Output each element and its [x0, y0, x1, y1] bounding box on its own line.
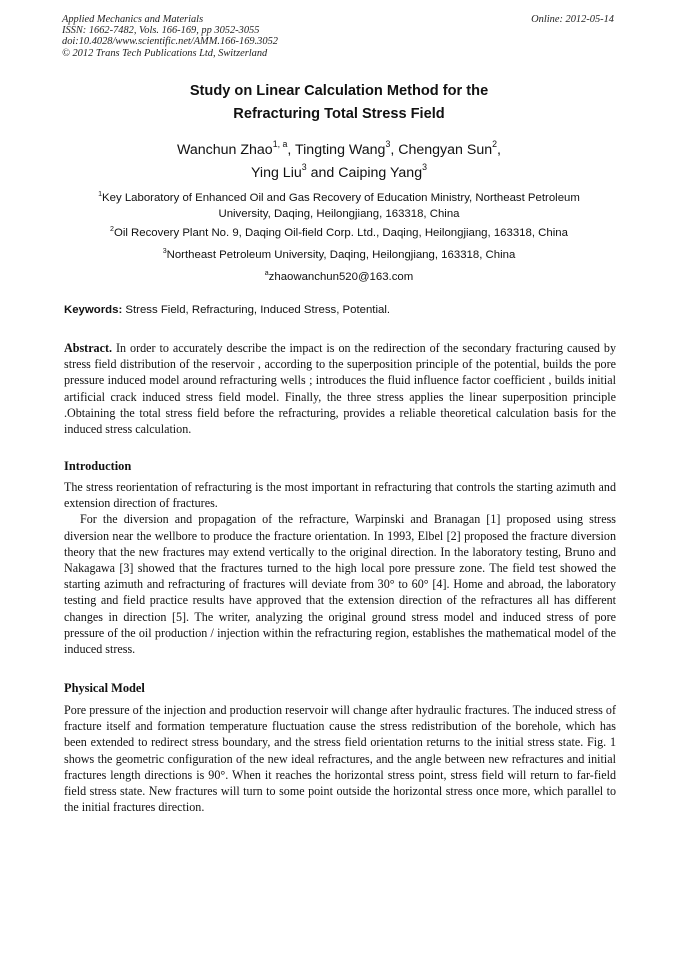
author-name: , Chengyan Sun — [390, 142, 493, 158]
affiliation-1-line-1 — [0, 190, 678, 206]
affiliation-text: Northeast Petroleum University, Daqing, Heilongjiang, 163318, China — [166, 249, 516, 261]
affiliation-sup: 3 — [162, 247, 167, 255]
email-line — [0, 269, 678, 285]
title-line-1: Study on Linear Calculation Method for the — [189, 83, 489, 99]
section-heading-physical-model: Physical Model — [64, 681, 145, 695]
abstract — [64, 340, 616, 437]
journal-header — [62, 14, 278, 59]
author-sup: 3 — [385, 139, 391, 150]
journal-name: Applied Mechanics and Materials — [62, 14, 204, 25]
author-separator: , — [497, 142, 501, 158]
author-sup: 1, a — [272, 139, 288, 150]
online-date: Online: 2012-05-14 — [531, 14, 614, 25]
section-heading-introduction: Introduction — [64, 459, 132, 473]
affiliation-1 — [0, 190, 678, 222]
author-sup: 3 — [422, 162, 427, 173]
introduction-body — [64, 479, 616, 657]
author-name: Wanchun Zhao — [177, 142, 273, 158]
keywords — [64, 302, 616, 318]
author-name: and Caiping Yang — [306, 165, 423, 181]
physical-model-paragraph-1: Pore pressure of the injection and production reservoir will change after hydraulic fractures. The induced stress of fracture itself and formation temperature fluctuation cause the stress redistribution of the borehole, which has been extended to redirect stress boundary, and the stress field orientation returns to the initial stress state. Fig. 1 shows the geometric configuration of the new ideal refractures, and the angle between new refractures and initial fractures length directions is 90°. When it reaches the horizontal stress point, stress field will return to far-field field stress state. New fractures will turn to some point outside the horizontal stress once more, which parallel to the initial fractures direction. — [64, 703, 616, 815]
intro-paragraph-1: The stress reorientation of refracturing is the most important in refracturing that controls the starting azimuth and extension direction of fractures. — [64, 480, 616, 511]
affiliation-sup: 1 — [98, 190, 103, 198]
abstract-text: In order to accurately describe the impact is on the redirection of the secondary fracturing caused by stress field distribution of the reservoir , according to the superposition principle of the potential, builds the pore pressure induced model around refracturing wells ; introduces the fluid influence factor coefficient , builds initial artificial crack induced stress field model. Finally, the three stress applies the linear superposition principle .Obtaining the total stress field before the refracturing, provides a reliable theoretical calculation basis for the induced stress calculation. — [64, 341, 616, 437]
author-list — [0, 139, 678, 185]
affiliation-text: Key Laboratory of Enhanced Oil and Gas Recovery of Education Ministry, Northeast Petroleum — [102, 192, 580, 204]
author-name: Ying Liu — [251, 165, 302, 181]
author-line-2 — [0, 162, 678, 185]
paper-title — [0, 80, 678, 126]
intro-paragraph-2: For the diversion and propagation of the refracture, Warpinski and Branagan [1] proposed using stress diversion near the wellbore to produce the fracture orientation. In 1993, Elbel [2] proposed the fracture diversion theory that the new fractures may extend vertically to the original direction. In the laboratory testing, Bruno and Nakagawa [3] showed that the fractures turned to the high local pore pressure zone. The field test showed the starting azimuth and refracturing of fractures will deviate from 30° to 60° [4]. Home and abroad, the laboratory testing and field practice results have approved that the extension direction of the refractures all has different changes in direction [5]. The writer, analyzing the original ground stress model and induced stress of pore pressure of the oil production / injection within the refracturing region, establishes the mathematical model of the induced stress. — [64, 512, 616, 657]
affiliation-sup: 2 — [110, 225, 114, 233]
author-sup: 2 — [492, 139, 498, 150]
affiliation-1-line-2: University, Daqing, Heilongjiang, 163318, China — [218, 208, 460, 220]
author-sup: 3 — [301, 162, 307, 173]
abstract-paragraph — [64, 340, 616, 437]
keywords-text: Stress Field, Refracturing, Induced Stress, Potential. — [122, 304, 391, 316]
email-address[interactable]: zhaowanchun520@163.com — [268, 271, 414, 283]
doi-line: doi:10.4028/www.scientific.net/AMM.166-169.3052 — [62, 36, 278, 48]
affiliation-text: Oil Recovery Plant No. 9, Daqing Oil-field Corp. Ltd., Daqing, Heilongjiang, 163318, China — [113, 227, 568, 239]
abstract-label: Abstract. — [64, 341, 113, 355]
affiliation-2 — [0, 225, 678, 241]
author-name: , Tingting Wang — [287, 142, 386, 158]
physical-model-body — [64, 702, 616, 815]
issn-line: ISSN: 1662-7482, Vols. 166-169, pp 3052-3055 — [62, 25, 260, 37]
keywords-label: Keywords: — [64, 304, 123, 316]
affiliation-3 — [0, 247, 678, 263]
title-line-2: Refracturing Total Stress Field — [233, 106, 445, 122]
copyright-line: © 2012 Trans Tech Publications Ltd, Switzerland — [62, 47, 268, 59]
author-line-1 — [0, 139, 678, 162]
email-sup: a — [264, 269, 269, 277]
